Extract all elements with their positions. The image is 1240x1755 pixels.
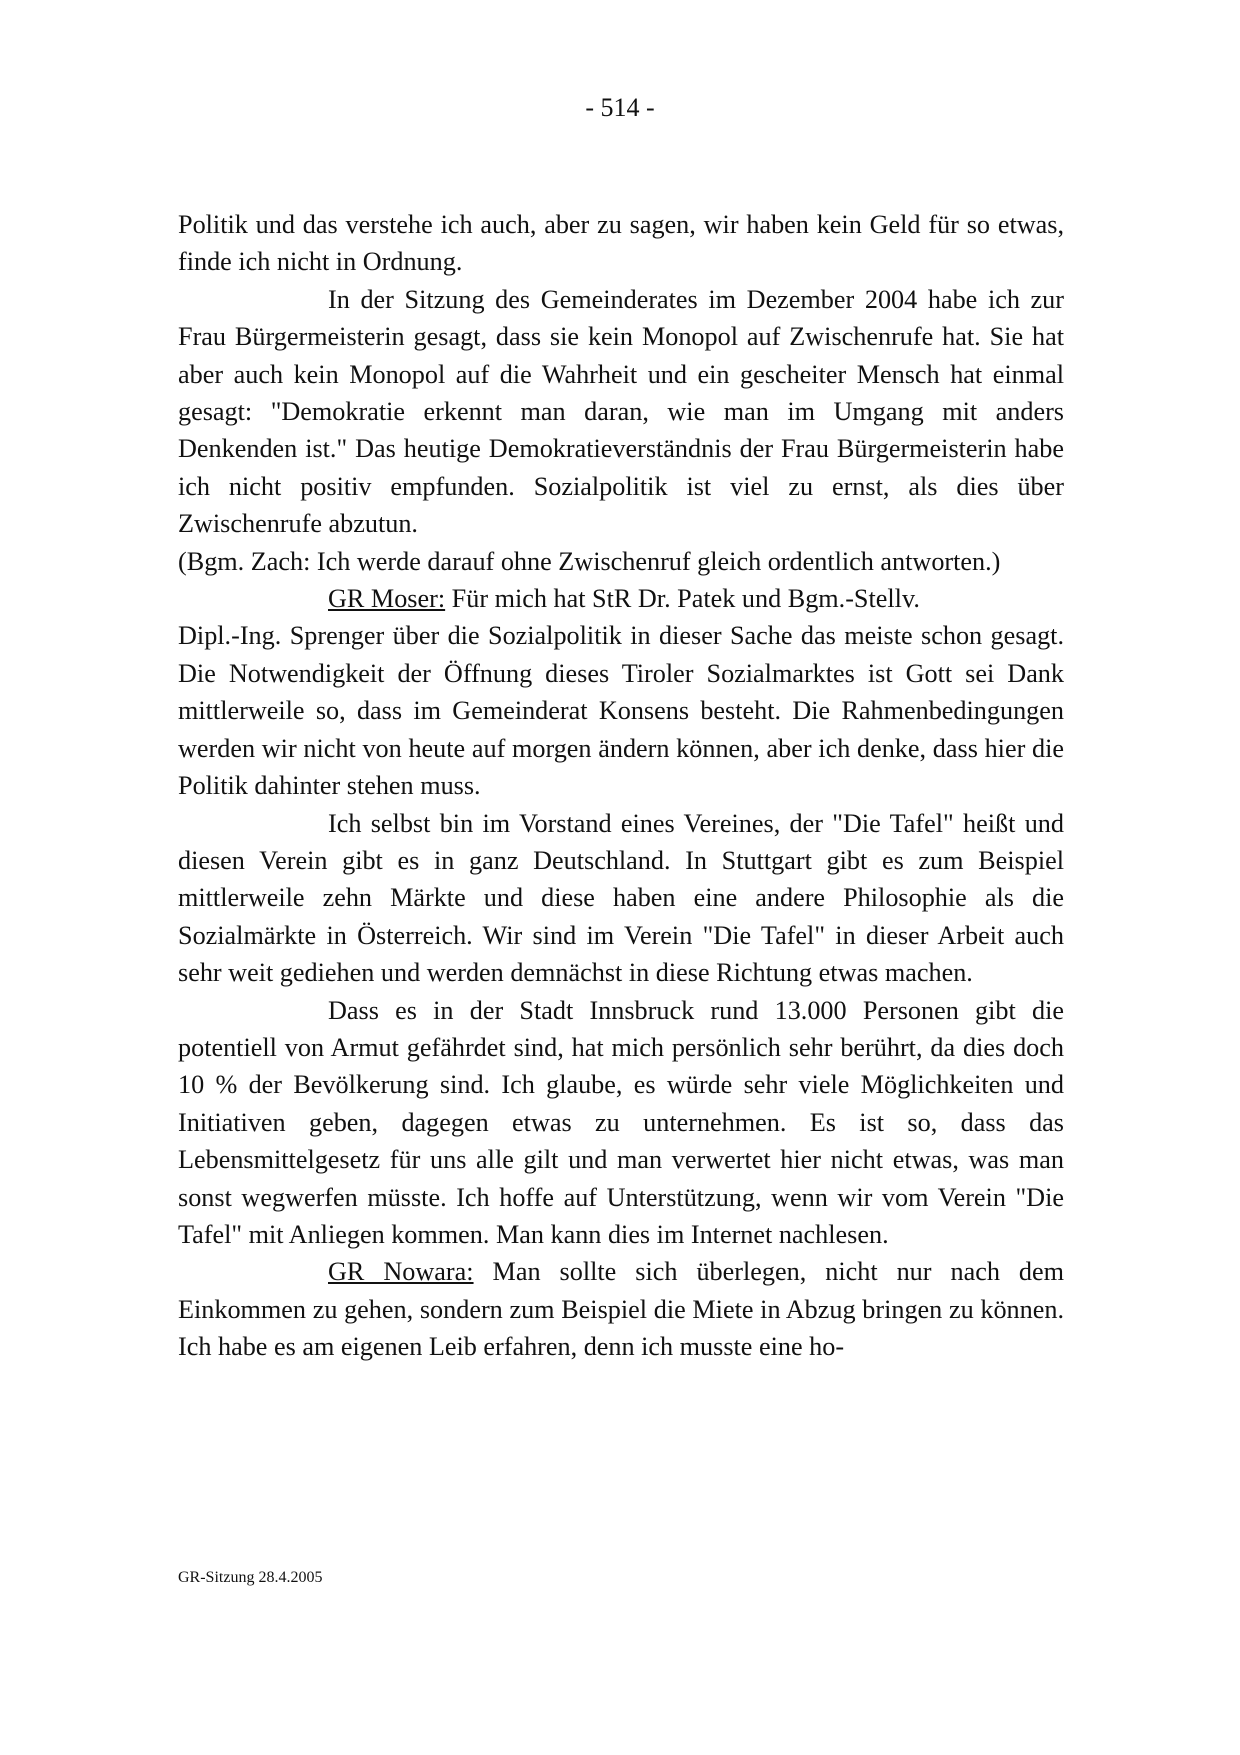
page-number: - 514 -: [585, 93, 655, 122]
footer-session-date: GR-Sitzung 28.4.2005: [178, 1569, 323, 1586]
body-text: [178, 206, 1064, 1366]
speaker-name-nowara: GR Nowara:: [328, 1257, 474, 1287]
paragraph-nowara: [178, 1253, 1064, 1365]
paragraph-sitzung: In der Sitzung des Gemeinderates im Dezember 2004 habe ich zur Frau Bürgermeisterin gesagt, dass sie kein Monopol auf Zwischenrufe hat. Sie hat aber auch kein Monopol auf die Wahrheit und ein gescheiter Mensch hat einmal gesagt: "Demokratie erkennt man daran, wie man im Umgang mit anders Denkenden ist." Das heutige Demokratieverständnis der Frau Bürgermeisterin habe ich nicht positiv empfunden. Sozialpolitik ist viel zu ernst, als dies über Zwischenrufe abzutun.: [178, 284, 1064, 539]
speaker-name-moser: GR Moser:: [328, 584, 446, 614]
paragraph-continuation: Politik und das verstehe ich auch, aber zu sagen, wir haben kein Geld für so etwas, finde ich nicht in Ordnung.: [178, 210, 1064, 277]
interjection-bgm-zach: (Bgm. Zach: Ich werde darauf ohne Zwischenruf gleich ordentlich antworten.): [178, 546, 1001, 576]
speaker-line-moser-text: Für mich hat StR Dr. Patek und Bgm.-Stellv.: [445, 584, 920, 614]
speaker-line-moser: [178, 580, 1064, 617]
paragraph-innsbruck: Dass es in der Stadt Innsbruck rund 13.000 Personen gibt die potentiell von Armut gefährdet sind, hat mich persönlich sehr berührt, da dies doch 10 % der Bevölkerung sind. Ich glaube, es würde sehr viele Möglichkeiten und Initiativen geben, dagegen etwas zu unternehmen. Es ist so, dass das Lebensmittelgesetz für uns alle gilt und man verwertet hier nicht etwas, was man sonst wegwerfen müsste. Ich hoffe auf Unterstützung, wenn wir vom Verein "Die Tafel" mit Anliegen kommen. Man kann dies im Internet nachlesen.: [178, 995, 1064, 1249]
paragraph-moser: Dipl.-Ing. Sprenger über die Sozialpolitik in dieser Sache das meiste schon gesagt. Die Notwendigkeit der Öffnung dieses Tiroler Sozialmarktes ist Gott sei Dank mittlerweile so, dass im Gemeinderat Konsens besteht. Die Rahmenbedingungen werden wir nicht von heute auf morgen ändern können, aber ich denke, dass hier die Politik dahinter stehen muss.: [178, 621, 1064, 801]
paragraph-nowara-text: Man sollte sich überlegen, nicht nur nach dem Einkommen zu gehen, sondern zum Beispiel die Miete in Abzug bringen zu können. Ich habe es am eigenen Leib erfahren, denn ich musste eine ho-: [178, 1257, 1065, 1362]
paragraph-tafel: Ich selbst bin im Vorstand eines Vereines, der "Die Tafel" heißt und diesen Verein gibt es in ganz Deutschland. In Stuttgart gibt es zum Beispiel mittlerweile zehn Märkte und diese haben eine andere Philosophie als die Sozialmärkte in Österreich. Wir sind im Verein "Die Tafel" in dieser Arbeit auch sehr weit gediehen und werden demnächst in diese Richtung etwas machen.: [178, 808, 1064, 988]
